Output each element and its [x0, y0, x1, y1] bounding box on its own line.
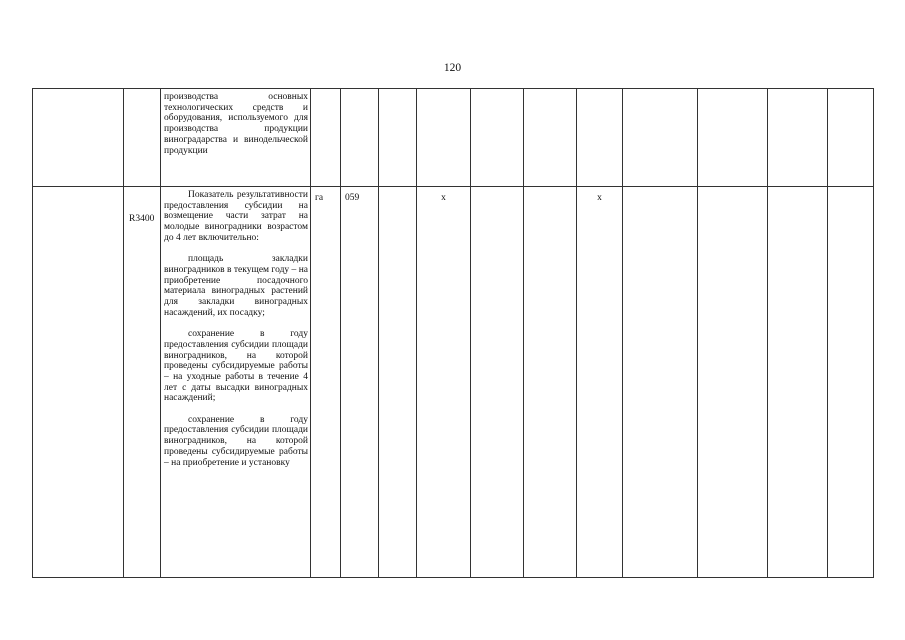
table-cell [524, 187, 577, 578]
mark-cell [577, 187, 623, 578]
table-cell [623, 89, 698, 187]
indicator-item-care-works: сохранение в году предоставления субсидии площади виноградников, на которой проведены субсидируемые работы – на уходные работы в течение 4 лет с даты высадки виноградных насаждений; [164, 329, 308, 404]
table-cell [341, 89, 379, 187]
table-row [33, 89, 874, 187]
unit-cell [311, 187, 341, 578]
description-cell [161, 89, 311, 187]
table-cell [311, 89, 341, 187]
mark-x: x [597, 193, 602, 203]
indicator-item-planting-area: площадь закладки виноградников в текущем году – на приобретение посадочного материала виноградных растений для закладки виноградных насаждений, их посадку; [164, 254, 308, 318]
table-cell [379, 89, 417, 187]
table-cell [828, 89, 874, 187]
table-cell [768, 187, 828, 578]
table-cell [471, 89, 524, 187]
table-cell [417, 89, 471, 187]
table-row [33, 187, 874, 578]
row-code: R3400 [129, 214, 155, 224]
unit-value: га [315, 193, 324, 203]
mark-x: x [441, 193, 446, 203]
table-cell [33, 187, 124, 578]
table-cell [623, 187, 698, 578]
table-cell [524, 89, 577, 187]
table-cell [698, 187, 768, 578]
table-cell [828, 187, 874, 578]
okei-code: 059 [345, 193, 360, 203]
table-cell [124, 89, 161, 187]
indicator-intro: Показатель результативности предоставления субсидии на возмещение части затрат на молодые виноградники возрастом до 4 лет включительно: [164, 190, 308, 243]
page-number: 120 [443, 62, 462, 74]
okei-cell [341, 187, 379, 578]
indicator-description-continued: производства основных технологических средств и оборудования, используемого для производства продукции виноградарства и винодельческой продукции [164, 92, 308, 156]
table-cell [698, 89, 768, 187]
table-cell [471, 187, 524, 578]
table-cell [379, 187, 417, 578]
report-table [32, 88, 874, 578]
row-code-cell [124, 187, 161, 578]
table-cell [768, 89, 828, 187]
mark-cell [417, 187, 471, 578]
indicator-item-installation: сохранение в году предоставления субсидии площади виноградников, на которой проведены субсидируемые работы – на приобретение и установку [164, 414, 308, 468]
table-cell [33, 89, 124, 187]
table-cell [577, 89, 623, 187]
description-cell [161, 187, 311, 578]
